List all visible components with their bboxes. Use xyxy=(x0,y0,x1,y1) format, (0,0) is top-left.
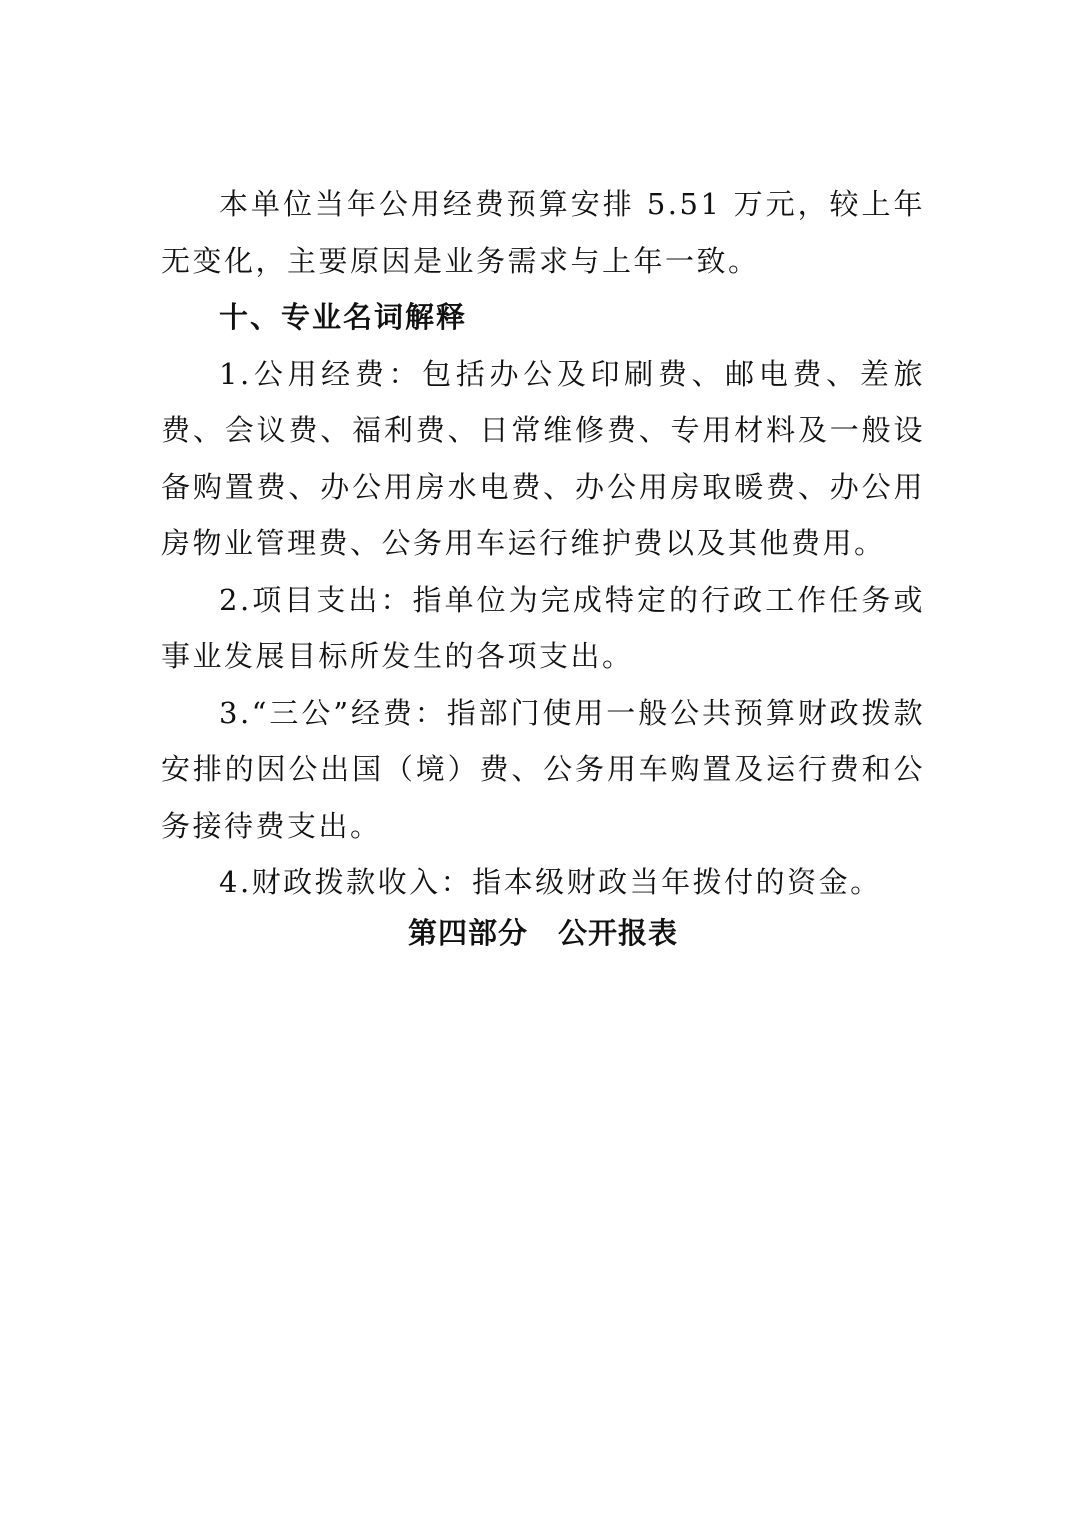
document-body xyxy=(161,176,925,955)
term-three-public-expenses: 3.“三公”经费：指部门使用一般公共预算财政拨款安排的因公出国（境）费、公务用车购置及运行费和公务接待费支出。 xyxy=(161,695,925,843)
part-four-title: 第四部分 公开报表 xyxy=(407,915,678,950)
section-heading-terms: 十、专业名词解释 xyxy=(219,300,468,334)
public-funds-budget-paragraph: 本单位当年公用经费预算安排 5.51 万元，较上年无变化，主要原因是业务需求与上年一致。 xyxy=(161,187,925,278)
term-project-expenditure: 2.项目支出：指单位为完成特定的行政工作任务或事业发展目标所发生的各项支出。 xyxy=(161,582,925,673)
term-fiscal-appropriation-income: 4.财政拨款收入：指本级财政当年拨付的资金。 xyxy=(219,865,882,899)
term-public-funds: 1.公用经费：包括办公及印刷费、邮电费、差旅费、会议费、福利费、日常维修费、专用材料及一般设备购置费、办公用房水电费、办公用房取暖费、办公用房物业管理费、公务用车运行维护费以及其他费用。 xyxy=(161,356,925,560)
